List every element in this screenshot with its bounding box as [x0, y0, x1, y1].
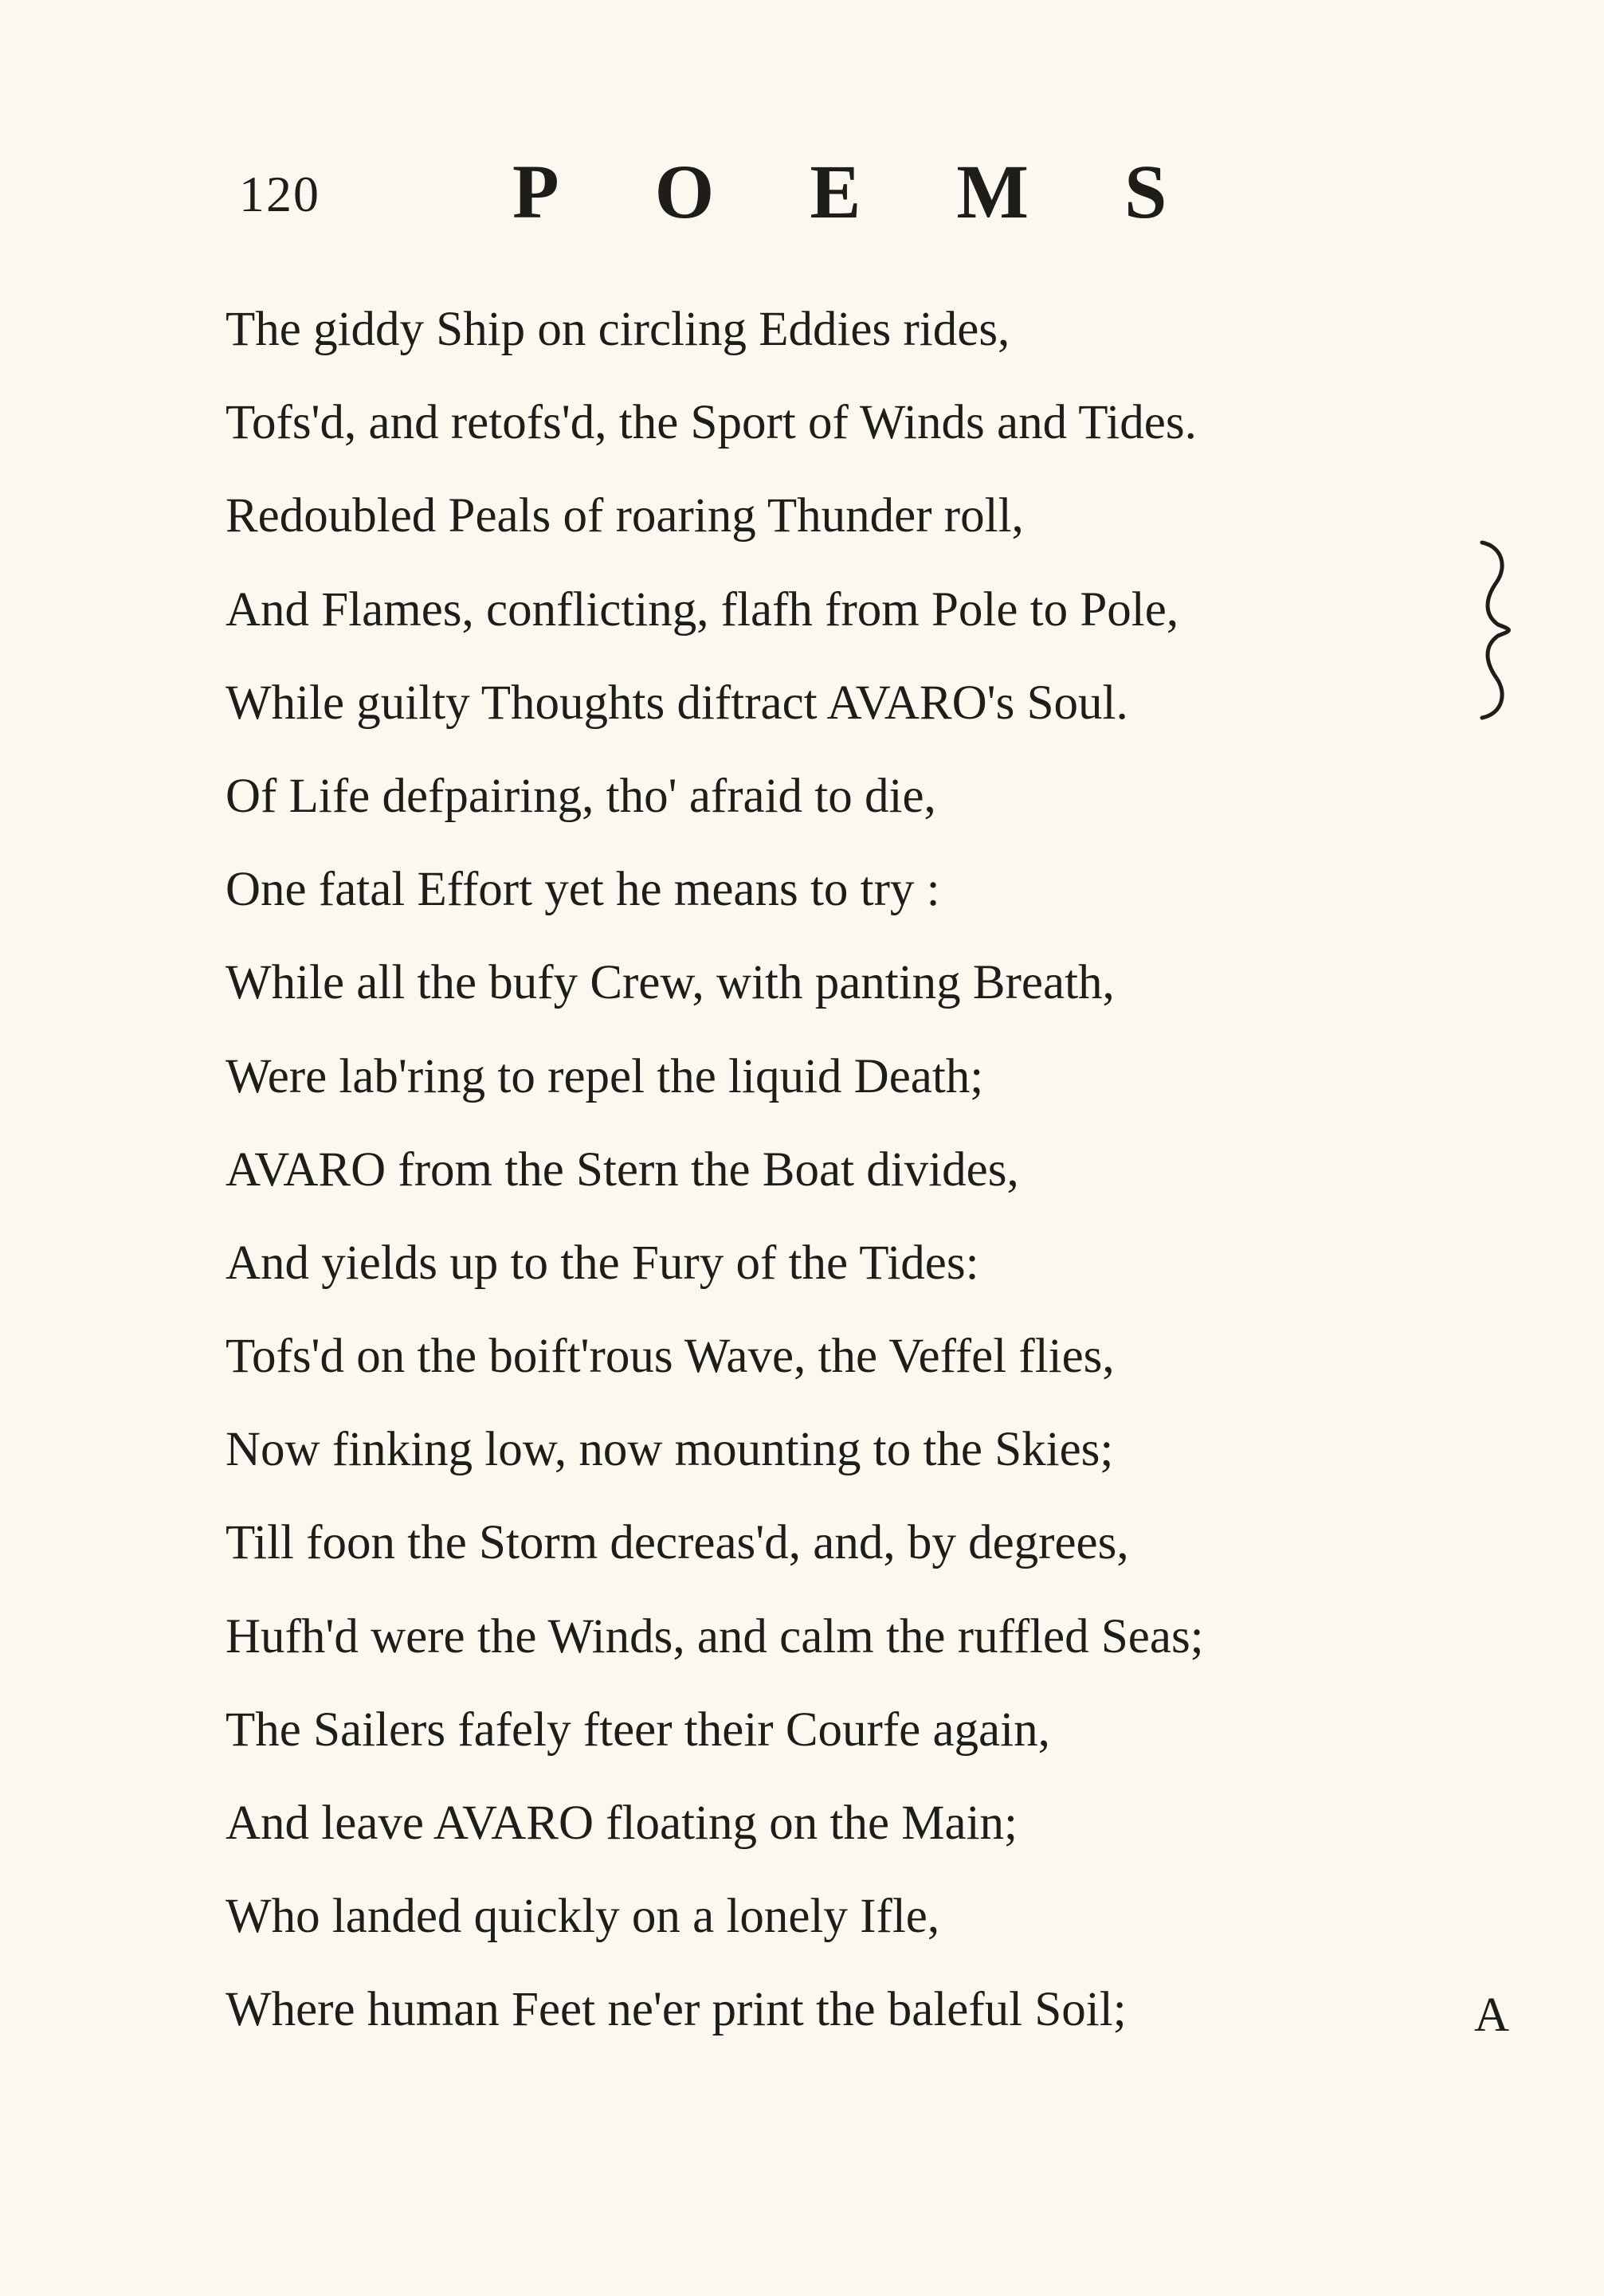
poem-text: [226, 283, 1540, 2057]
verse-line-7: One fatal Effort yet he means to try :: [226, 863, 940, 917]
verse-line-10: AVARO from the Stern the Boat divides,: [226, 1142, 1019, 1197]
catchword: A: [1474, 1988, 1510, 2042]
verse-line-9: Were lab'ring to repel the liquid Death;: [226, 1049, 984, 1103]
verse-line-17: And leave AVARO floating on the Main;: [226, 1796, 1018, 1850]
verse-line-12: Tofs'd on the boift'rous Wave, the Veffel flies,: [226, 1330, 1115, 1384]
verse-line-14: Till foon the Storm decreas'd, and, by degrees,: [226, 1516, 1129, 1570]
verse-line-15: Hufh'd were the Winds, and calm the ruffled Seas;: [226, 1609, 1204, 1663]
verse-line-6: Of Life defpairing, tho' afraid to die,: [226, 769, 936, 823]
verse-line-8: While all the bufy Crew, with panting Breath,: [226, 956, 1115, 1010]
running-title: POEMS: [512, 149, 1263, 234]
page-number: 120: [239, 166, 320, 222]
verse-line-11: And yields up to the Fury of the Tides:: [226, 1236, 979, 1290]
verse-line-18: Who landed quickly on a lonely Ifle,: [226, 1890, 940, 1944]
verse-line-13: Now finking low, now mounting to the Skies;: [226, 1423, 1114, 1477]
verse-line-19: Where human Feet ne'er print the baleful Soil;: [226, 1983, 1127, 2037]
verse-line-3: Redoubled Peals of roaring Thunder roll,: [226, 489, 1024, 543]
triplet-brace-icon: [1466, 539, 1522, 722]
verse-line-1: The giddy Ship on circling Eddies rides,: [226, 303, 1010, 356]
verse-line-2: Tofs'd, and retofs'd, the Sport of Winds and Tides.: [226, 396, 1197, 450]
verse-line-5: While guilty Thoughts diftract AVARO's Soul.: [226, 676, 1128, 730]
verse-line-4: And Flames, conflicting, flafh from Pole to Pole,: [226, 582, 1179, 637]
verse-line-16: The Sailers fafely fteer their Courfe again,: [226, 1702, 1050, 1757]
page-header: [0, 147, 1604, 235]
